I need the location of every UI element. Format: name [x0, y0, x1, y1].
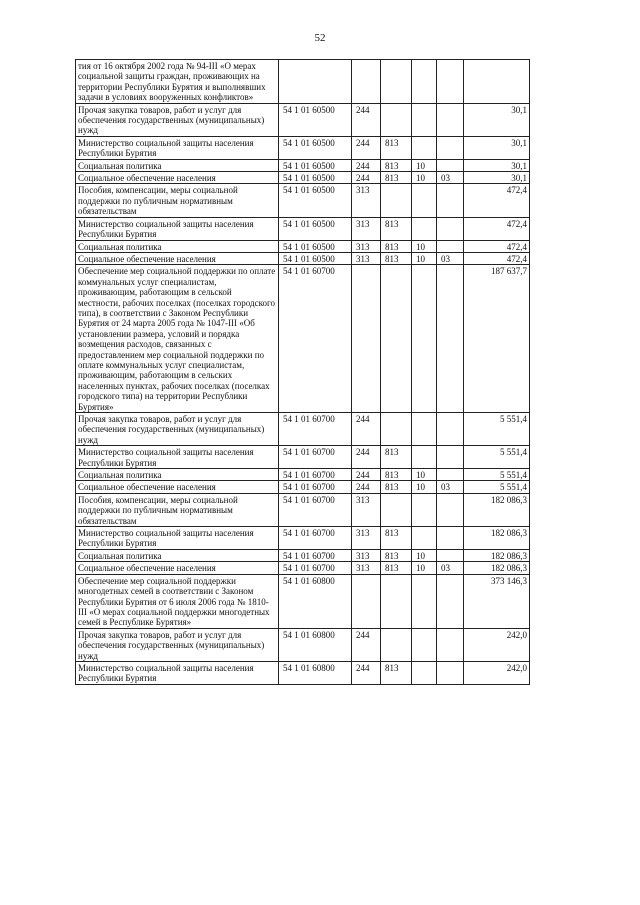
table-row [76, 103, 530, 136]
cell-ministry-code: 813 [381, 240, 412, 252]
table-row [76, 481, 530, 493]
cell-section [412, 103, 437, 136]
cell-amount: 30,1 [464, 159, 530, 171]
cell-expense-type: 313 [352, 217, 381, 240]
cell-name: Министерство социальной защиты населения Республики Бурятия [76, 446, 279, 469]
cell-section [412, 446, 437, 469]
cell-target-article: 54 1 01 60700 [279, 469, 352, 481]
cell-subsection [437, 184, 464, 217]
cell-expense-type: 244 [352, 136, 381, 159]
cell-ministry-code: 813 [381, 159, 412, 171]
table-row [76, 549, 530, 561]
cell-expense-type: 313 [352, 562, 381, 574]
cell-target-article: 54 1 01 60800 [279, 574, 352, 628]
cell-amount: 30,1 [464, 103, 530, 136]
cell-target-article: 54 1 01 60500 [279, 172, 352, 184]
cell-ministry-code: 813 [381, 661, 412, 684]
cell-section [412, 136, 437, 159]
cell-section [412, 661, 437, 684]
table-row [76, 240, 530, 252]
cell-target-article: 54 1 01 60500 [279, 252, 352, 264]
cell-ministry-code [381, 265, 412, 413]
cell-section [412, 628, 437, 661]
table-row [76, 628, 530, 661]
cell-section: 10 [412, 549, 437, 561]
cell-expense-type [352, 60, 381, 104]
cell-name: Социальное обеспечение населения [76, 252, 279, 264]
cell-name: тия от 16 октября 2002 года № 94-III «О мерах социальной защиты граждан, проживающих на территории Республики Бурятия и выполнявших задачи в условиях вооруженных конфликтов» [76, 60, 279, 104]
cell-ministry-code [381, 574, 412, 628]
cell-target-article: 54 1 01 60800 [279, 661, 352, 684]
cell-target-article: 54 1 01 60700 [279, 549, 352, 561]
cell-amount [464, 60, 530, 104]
cell-expense-type [352, 265, 381, 413]
cell-name: Социальная политика [76, 549, 279, 561]
cell-name: Социальное обеспечение населения [76, 481, 279, 493]
table-row [76, 469, 530, 481]
cell-target-article: 54 1 01 60700 [279, 446, 352, 469]
cell-ministry-code: 813 [381, 136, 412, 159]
cell-subsection: 03 [437, 562, 464, 574]
cell-section: 10 [412, 481, 437, 493]
cell-ministry-code: 813 [381, 446, 412, 469]
cell-amount: 242,0 [464, 628, 530, 661]
cell-amount: 472,4 [464, 252, 530, 264]
cell-section [412, 493, 437, 526]
cell-name: Прочая закупка товаров, работ и услуг для обеспечения государственных (муниципальных) нужд [76, 103, 279, 136]
cell-subsection [437, 413, 464, 446]
cell-amount: 187 637,7 [464, 265, 530, 413]
table-row [76, 252, 530, 264]
cell-target-article [279, 60, 352, 104]
cell-ministry-code: 813 [381, 469, 412, 481]
cell-expense-type: 244 [352, 446, 381, 469]
table-row [76, 159, 530, 171]
cell-name: Министерство социальной защиты населения Республики Бурятия [76, 217, 279, 240]
cell-ministry-code: 813 [381, 252, 412, 264]
budget-table-body [76, 60, 530, 685]
cell-section: 10 [412, 159, 437, 171]
cell-amount: 182 086,3 [464, 562, 530, 574]
cell-name: Социальная политика [76, 240, 279, 252]
cell-subsection [437, 103, 464, 136]
cell-subsection [437, 240, 464, 252]
cell-ministry-code [381, 413, 412, 446]
cell-name: Прочая закупка товаров, работ и услуг для обеспечения государственных (муниципальных) нужд [76, 413, 279, 446]
cell-target-article: 54 1 01 60700 [279, 481, 352, 493]
cell-subsection [437, 493, 464, 526]
cell-name: Социальное обеспечение населения [76, 562, 279, 574]
cell-amount: 5 551,4 [464, 481, 530, 493]
cell-ministry-code: 813 [381, 549, 412, 561]
table-row [76, 184, 530, 217]
cell-amount: 30,1 [464, 136, 530, 159]
cell-section: 10 [412, 562, 437, 574]
table-row [76, 172, 530, 184]
cell-subsection: 03 [437, 252, 464, 264]
cell-section [412, 413, 437, 446]
cell-expense-type: 244 [352, 413, 381, 446]
budget-table [75, 59, 530, 685]
cell-section [412, 184, 437, 217]
cell-subsection [437, 60, 464, 104]
cell-target-article: 54 1 01 60500 [279, 103, 352, 136]
cell-subsection [437, 469, 464, 481]
cell-subsection [437, 265, 464, 413]
cell-subsection [437, 574, 464, 628]
cell-ministry-code [381, 184, 412, 217]
cell-target-article: 54 1 01 60700 [279, 562, 352, 574]
table-row [76, 661, 530, 684]
cell-subsection: 03 [437, 481, 464, 493]
cell-expense-type: 244 [352, 469, 381, 481]
cell-target-article: 54 1 01 60700 [279, 265, 352, 413]
cell-expense-type: 244 [352, 172, 381, 184]
cell-subsection [437, 661, 464, 684]
cell-expense-type: 313 [352, 527, 381, 550]
cell-amount: 472,4 [464, 184, 530, 217]
cell-amount: 472,4 [464, 240, 530, 252]
cell-amount: 182 086,3 [464, 527, 530, 550]
cell-subsection: 03 [437, 172, 464, 184]
cell-section [412, 527, 437, 550]
cell-target-article: 54 1 01 60500 [279, 184, 352, 217]
cell-ministry-code [381, 103, 412, 136]
cell-amount: 182 086,3 [464, 549, 530, 561]
cell-name: Социальная политика [76, 159, 279, 171]
table-row [76, 217, 530, 240]
cell-ministry-code: 813 [381, 481, 412, 493]
cell-section: 10 [412, 252, 437, 264]
cell-name: Обеспечение мер социальной поддержки по оплате коммунальных услуг специалистам, проживающим, работающим в сельской местности, рабочих поселках (поселках городского типа), в соответствии с Законом Республики Бурятия от 24 марта 2005 года № 1047-III «Об установлении размера, условий и порядка возмещения расходов, связанных с предоставлением мер социальной поддержки по оплате коммунальных услуг специалистам, проживающим, работающим в сельских населенных пунктах, рабочих поселках (поселках городского типа) на территории Республики Бурятия» [76, 265, 279, 413]
cell-name: Пособия, компенсации, меры социальной поддержки по публичным нормативным обязательствам [76, 184, 279, 217]
cell-name: Социальное обеспечение населения [76, 172, 279, 184]
cell-target-article: 54 1 01 60800 [279, 628, 352, 661]
cell-section: 10 [412, 469, 437, 481]
cell-amount: 472,4 [464, 217, 530, 240]
table-row [76, 265, 530, 413]
table-row [76, 136, 530, 159]
cell-amount: 5 551,4 [464, 446, 530, 469]
cell-section: 10 [412, 172, 437, 184]
cell-subsection [437, 628, 464, 661]
table-row [76, 493, 530, 526]
cell-amount: 242,0 [464, 661, 530, 684]
cell-target-article: 54 1 01 60700 [279, 413, 352, 446]
cell-target-article: 54 1 01 60500 [279, 217, 352, 240]
cell-expense-type: 244 [352, 159, 381, 171]
cell-section: 10 [412, 240, 437, 252]
cell-name: Министерство социальной защиты населения Республики Бурятия [76, 661, 279, 684]
cell-ministry-code: 813 [381, 562, 412, 574]
table-row [76, 60, 530, 104]
cell-ministry-code: 813 [381, 527, 412, 550]
cell-ministry-code: 813 [381, 172, 412, 184]
cell-expense-type: 244 [352, 481, 381, 493]
cell-amount: 30,1 [464, 172, 530, 184]
cell-name: Прочая закупка товаров, работ и услуг для обеспечения государственных (муниципальных) нужд [76, 628, 279, 661]
cell-target-article: 54 1 01 60500 [279, 240, 352, 252]
cell-target-article: 54 1 01 60500 [279, 159, 352, 171]
cell-ministry-code: 813 [381, 217, 412, 240]
cell-amount: 373 146,3 [464, 574, 530, 628]
cell-expense-type: 313 [352, 549, 381, 561]
cell-name: Министерство социальной защиты населения Республики Бурятия [76, 136, 279, 159]
cell-target-article: 54 1 01 60700 [279, 527, 352, 550]
cell-subsection [437, 549, 464, 561]
cell-expense-type: 313 [352, 184, 381, 217]
cell-target-article: 54 1 01 60500 [279, 136, 352, 159]
cell-expense-type: 313 [352, 240, 381, 252]
cell-name: Пособия, компенсации, меры социальной поддержки по публичным нормативным обязательствам [76, 493, 279, 526]
cell-ministry-code [381, 493, 412, 526]
cell-section [412, 265, 437, 413]
cell-section [412, 60, 437, 104]
table-row [76, 574, 530, 628]
cell-expense-type: 244 [352, 628, 381, 661]
cell-ministry-code [381, 60, 412, 104]
cell-ministry-code [381, 628, 412, 661]
cell-section [412, 574, 437, 628]
table-row [76, 527, 530, 550]
cell-subsection [437, 136, 464, 159]
cell-expense-type: 313 [352, 252, 381, 264]
cell-expense-type: 313 [352, 493, 381, 526]
cell-expense-type [352, 574, 381, 628]
table-row [76, 413, 530, 446]
cell-subsection [437, 446, 464, 469]
cell-name: Социальная политика [76, 469, 279, 481]
table-row [76, 446, 530, 469]
cell-amount: 5 551,4 [464, 413, 530, 446]
cell-name: Обеспечение мер социальной поддержки многодетных семей в соответствии с Законом Республики Бурятия от 6 июля 2006 года № 1810-III «О мерах социальной поддержки многодетных семей в Республике Бурятия» [76, 574, 279, 628]
cell-expense-type: 244 [352, 103, 381, 136]
cell-subsection [437, 217, 464, 240]
cell-amount: 5 551,4 [464, 469, 530, 481]
table-row [76, 562, 530, 574]
cell-subsection [437, 159, 464, 171]
cell-amount: 182 086,3 [464, 493, 530, 526]
cell-name: Министерство социальной защиты населения Республики Бурятия [76, 527, 279, 550]
cell-subsection [437, 527, 464, 550]
cell-target-article: 54 1 01 60700 [279, 493, 352, 526]
cell-section [412, 217, 437, 240]
cell-expense-type: 244 [352, 661, 381, 684]
page-number: 52 [314, 32, 326, 44]
